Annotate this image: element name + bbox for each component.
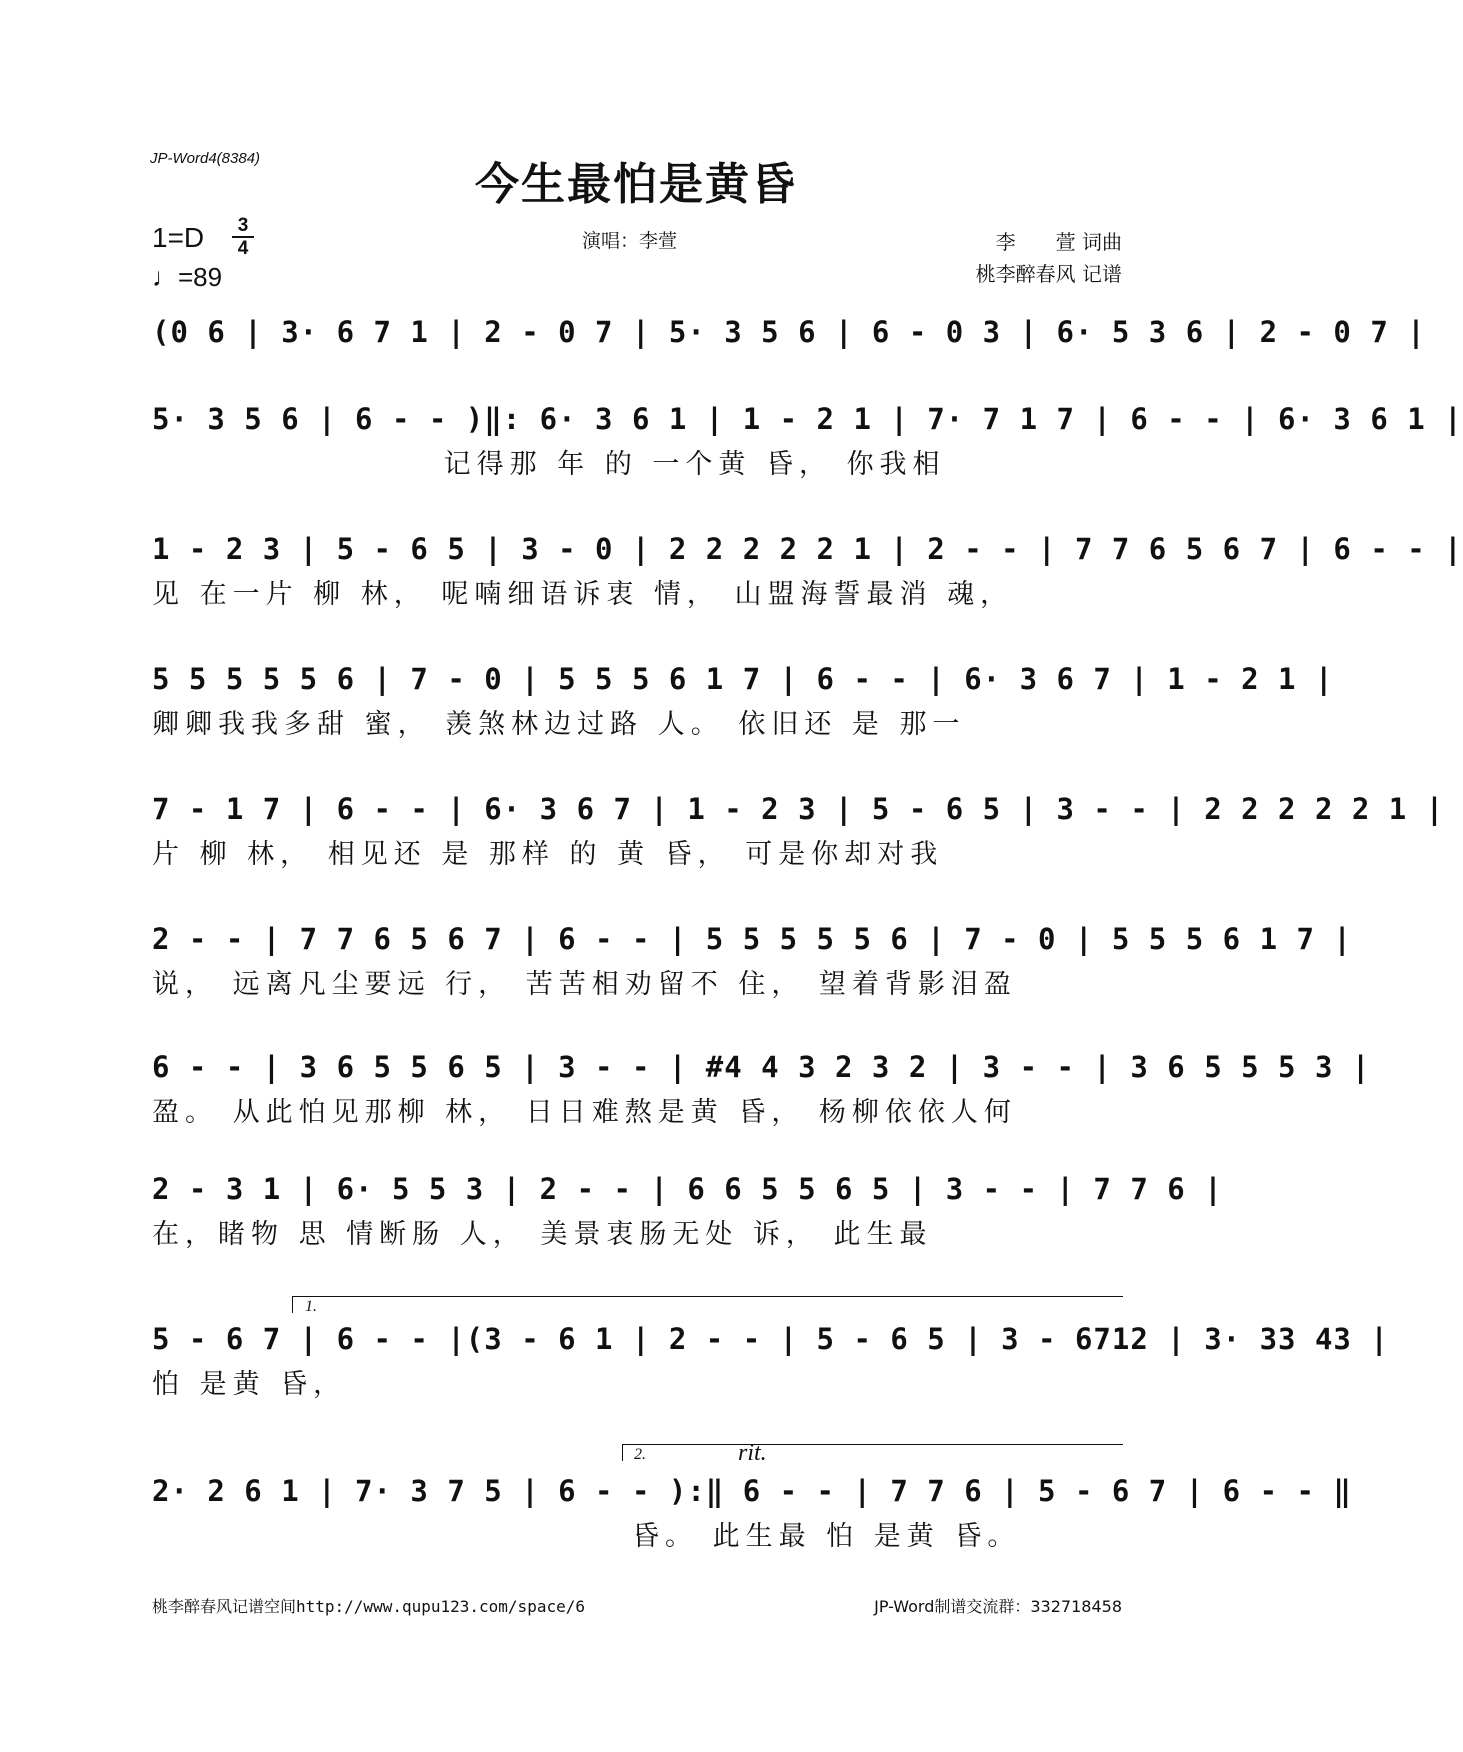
software-label: JP-Word4(8384) [150,150,261,167]
notation-line-6: 2 - - | 7 7 6 5 6 7 | 6 - - | 5 5 5 5 5 6 | 7 - 0 | 5 5 5 6 1 7 | [152,922,1352,956]
notation-line-1: (0 6 | 3· 6 7 1 | 2 - 0 7 | 5· 3 5 6 | 6 - 0 3 | 6· 5 3 6 | 2 - 0 7 | [152,315,1426,349]
notation-line-9: 5 - 6 7 | 6 - - |(3 - 6 1 | 2 - - | 5 - 6 5 | 3 - 6712 | 3· 33 43 | [152,1322,1389,1356]
notation-line-2: 5· 3 5 6 | 6 - - )‖: 6· 3 6 1 | 1 - 2 1 | 7· 7 1 7 | 6 - - | 6· 3 6 1 | [152,402,1463,436]
footer-group-info: JP-Word制谱交流群：332718458 [874,1597,1122,1616]
first-ending-label: 1. [305,1298,317,1315]
notation-line-4: 5 5 5 5 5 6 | 7 - 0 | 5 5 5 6 1 7 | 6 - - | 6· 3 6 7 | 1 - 2 1 | [152,662,1334,696]
key-signature: 1=D [152,222,205,253]
lyrics-line-4: 卿卿我我多甜 蜜， 羡煞林边过路 人。 依旧还 是 那一 [152,709,966,740]
page-title: 今生最怕是黄昏 [475,159,797,210]
lyrics-line-2: 记得那 年 的 一个黄 昏， 你我相 [152,449,946,480]
notation-line-10: 2· 2 6 1 | 7· 3 7 5 | 6 - - ):‖ 6 - - | 7 7 6 | 5 - 6 7 | 6 - - ‖ [152,1474,1352,1508]
lyrics-line-3: 见 在一片 柳 林， 呢喃细语诉衷 情， 山盟海誓最消 魂， [152,579,1014,610]
lyrics-line-8: 在，睹物 思 情断肠 人， 美景衷肠无处 诉， 此生最 [152,1219,933,1250]
lyricist-composer-credit: 李 萱 词曲 [995,230,1122,254]
lyrics-line-7: 盈。 从此怕见那柳 林， 日日难熬是黄 昏， 杨柳依依人何 [152,1097,1017,1128]
tempo-marking: ♩=89 [152,262,223,292]
transcriber-credit: 桃李醉春风 记谱 [975,262,1122,286]
lyrics-line-6: 说， 远离凡尘要远 行， 苦苦相劝留不 住， 望着背影泪盈 [152,969,1017,1000]
second-ending-bracket [622,1444,1123,1461]
lyrics-line-5: 片 柳 林， 相见还 是 那样 的 黄 昏， 可是你却对我 [152,839,944,870]
ritardando-marking: rit. [738,1440,767,1466]
first-ending-bracket [292,1296,1123,1313]
footer-website: 桃李醉春风记谱空间http://www.qupu123.com/space/6 [152,1597,585,1616]
second-ending-label: 2. [634,1446,646,1463]
notation-line-5: 7 - 1 7 | 6 - - | 6· 3 6 7 | 1 - 2 3 | 5 - 6 5 | 3 - - | 2 2 2 2 2 1 | [152,792,1445,826]
lyrics-line-10: 昏。 此生最 怕 是黄 昏。 [632,1521,1021,1552]
notation-line-8: 2 - 3 1 | 6· 5 5 3 | 2 - - | 6 6 5 5 6 5 | 3 - - | 7 7 6 | [152,1172,1223,1206]
lyrics-line-9: 怕 是黄 昏， [152,1369,347,1400]
notation-line-7: 6 - - | 3 6 5 5 6 5 | 3 - - | #4 4 3 2 3 2 | 3 - - | 3 6 5 5 5 3 | [152,1050,1371,1084]
singer-credit: 演唱：李萱 [582,230,678,252]
notation-line-3: 1 - 2 3 | 5 - 6 5 | 3 - 0 | 2 2 2 2 2 1 | 2 - - | 7 7 6 5 6 7 | 6 - - | [152,532,1463,566]
time-signature-denominator: 4 [237,238,249,259]
time-signature [232,216,254,258]
time-signature-numerator: 3 [237,215,249,236]
